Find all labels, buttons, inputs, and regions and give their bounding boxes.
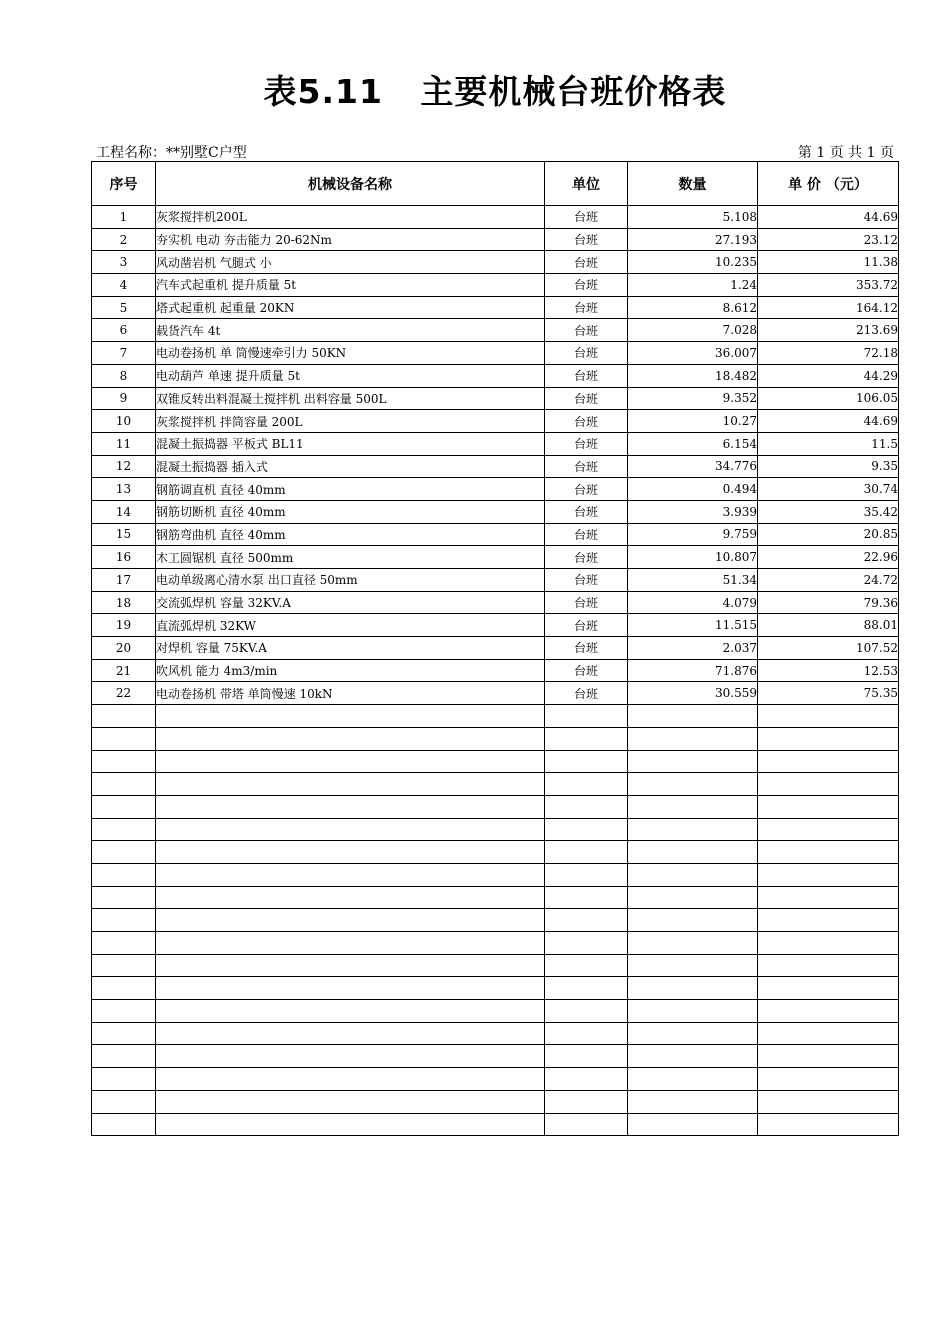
empty-cell — [628, 841, 758, 864]
table-row — [92, 296, 899, 319]
unit-cell: 台班 — [545, 432, 628, 455]
row-index-cell: 2 — [92, 228, 156, 251]
row-index-cell: 21 — [92, 659, 156, 682]
empty-cell — [92, 1113, 156, 1136]
empty-cell — [628, 1045, 758, 1068]
empty-cell — [545, 1090, 628, 1113]
row-index-cell: 8 — [92, 364, 156, 387]
quantity-cell: 10.27 — [628, 410, 758, 433]
empty-cell — [758, 705, 899, 728]
empty-cell — [758, 727, 899, 750]
empty-cell — [545, 841, 628, 864]
table-row — [92, 591, 899, 614]
unit-cell: 台班 — [545, 364, 628, 387]
empty-cell — [545, 1113, 628, 1136]
row-index-cell: 9 — [92, 387, 156, 410]
unit-price-cell: 213.69 — [758, 319, 899, 342]
empty-cell — [545, 773, 628, 796]
empty-cell — [628, 705, 758, 728]
empty-table-row — [92, 977, 899, 1000]
empty-cell — [545, 795, 628, 818]
empty-cell — [92, 795, 156, 818]
empty-cell — [92, 773, 156, 796]
quantity-cell: 2.037 — [628, 637, 758, 660]
empty-cell — [628, 1068, 758, 1091]
empty-cell — [628, 1000, 758, 1023]
table-row — [92, 523, 899, 546]
row-index-cell: 11 — [92, 432, 156, 455]
empty-cell — [156, 886, 545, 909]
empty-table-row — [92, 1000, 899, 1023]
unit-cell: 台班 — [545, 387, 628, 410]
empty-cell — [156, 977, 545, 1000]
empty-cell — [758, 841, 899, 864]
empty-table-row — [92, 1090, 899, 1113]
empty-cell — [156, 954, 545, 977]
unit-price-cell: 44.29 — [758, 364, 899, 387]
table-row — [92, 364, 899, 387]
unit-cell: 台班 — [545, 319, 628, 342]
row-index-cell: 18 — [92, 591, 156, 614]
unit-price-cell: 88.01 — [758, 614, 899, 637]
machine-name-cell: 钢筋弯曲机 直径 40mm — [156, 523, 545, 546]
empty-cell — [92, 841, 156, 864]
machine-name-cell: 风动凿岩机 气腿式 小 — [156, 251, 545, 274]
table-row — [92, 455, 899, 478]
quantity-cell: 4.079 — [628, 591, 758, 614]
empty-table-row — [92, 886, 899, 909]
table-row — [92, 206, 899, 229]
empty-cell — [628, 1113, 758, 1136]
quantity-cell: 34.776 — [628, 455, 758, 478]
unit-cell: 台班 — [545, 206, 628, 229]
empty-cell — [92, 818, 156, 841]
row-index-cell: 1 — [92, 206, 156, 229]
empty-cell — [92, 727, 156, 750]
machine-name-cell: 对焊机 容量 75KV.A — [156, 637, 545, 660]
empty-cell — [156, 1022, 545, 1045]
empty-cell — [758, 1045, 899, 1068]
machine-name-cell: 灰浆搅拌机 拌筒容量 200L — [156, 410, 545, 433]
empty-cell — [156, 841, 545, 864]
machine-name-cell: 混凝土振捣器 插入式 — [156, 455, 545, 478]
quantity-cell: 0.494 — [628, 478, 758, 501]
empty-cell — [156, 1113, 545, 1136]
unit-price-cell: 24.72 — [758, 569, 899, 592]
empty-cell — [156, 1068, 545, 1091]
empty-cell — [156, 1000, 545, 1023]
empty-cell — [758, 863, 899, 886]
machine-name-cell: 双锥反转出料混凝土搅拌机 出料容量 500L — [156, 387, 545, 410]
page-info: 第 1 页 共 1 页 — [797, 145, 894, 161]
table-row — [92, 432, 899, 455]
empty-cell — [545, 863, 628, 886]
machine-name-cell: 汽车式起重机 提升质量 5t — [156, 274, 545, 297]
unit-cell: 台班 — [545, 659, 628, 682]
empty-cell — [545, 705, 628, 728]
empty-cell — [545, 932, 628, 955]
empty-cell — [758, 773, 899, 796]
empty-cell — [628, 773, 758, 796]
unit-cell: 台班 — [545, 546, 628, 569]
row-index-cell: 17 — [92, 569, 156, 592]
empty-cell — [92, 1000, 156, 1023]
unit-cell: 台班 — [545, 500, 628, 523]
empty-cell — [156, 909, 545, 932]
empty-cell — [758, 909, 899, 932]
machine-name-cell: 吹风机 能力 4m3/min — [156, 659, 545, 682]
empty-cell — [545, 1068, 628, 1091]
empty-cell — [628, 932, 758, 955]
row-index-cell: 5 — [92, 296, 156, 319]
empty-cell — [758, 1068, 899, 1091]
unit-price-cell: 79.36 — [758, 591, 899, 614]
empty-table-row — [92, 773, 899, 796]
empty-cell — [545, 1022, 628, 1045]
empty-cell — [628, 750, 758, 773]
row-index-cell: 12 — [92, 455, 156, 478]
empty-table-row — [92, 1022, 899, 1045]
row-index-cell: 13 — [92, 478, 156, 501]
empty-cell — [628, 909, 758, 932]
machine-name-cell: 灰浆搅拌机200L — [156, 206, 545, 229]
row-index-cell: 7 — [92, 342, 156, 365]
quantity-cell: 8.612 — [628, 296, 758, 319]
page-title: 表5.11 主要机械台班价格表 — [263, 72, 727, 111]
empty-cell — [628, 795, 758, 818]
empty-cell — [758, 1090, 899, 1113]
table-row — [92, 251, 899, 274]
unit-price-cell: 164.12 — [758, 296, 899, 319]
empty-cell — [758, 1000, 899, 1023]
empty-table-row — [92, 727, 899, 750]
empty-cell — [156, 863, 545, 886]
unit-price-cell: 106.05 — [758, 387, 899, 410]
empty-cell — [758, 795, 899, 818]
quantity-cell: 6.154 — [628, 432, 758, 455]
empty-table-row — [92, 932, 899, 955]
table-row — [92, 614, 899, 637]
row-index-cell: 19 — [92, 614, 156, 637]
machine-name-cell: 电动卷扬机 带塔 单筒慢速 10kN — [156, 682, 545, 705]
machine-name-cell: 电动葫芦 单速 提升质量 5t — [156, 364, 545, 387]
unit-cell: 台班 — [545, 342, 628, 365]
empty-cell — [92, 1045, 156, 1068]
unit-cell: 台班 — [545, 682, 628, 705]
quantity-cell: 5.108 — [628, 206, 758, 229]
quantity-cell: 7.028 — [628, 319, 758, 342]
unit-cell: 台班 — [545, 228, 628, 251]
empty-cell — [758, 932, 899, 955]
empty-cell — [758, 954, 899, 977]
empty-cell — [156, 773, 545, 796]
empty-table-row — [92, 1045, 899, 1068]
unit-price-cell: 35.42 — [758, 500, 899, 523]
table-header-row — [92, 162, 899, 206]
quantity-cell: 9.759 — [628, 523, 758, 546]
empty-cell — [92, 750, 156, 773]
unit-price-cell: 23.12 — [758, 228, 899, 251]
empty-cell — [156, 932, 545, 955]
empty-cell — [92, 1090, 156, 1113]
empty-cell — [758, 1022, 899, 1045]
column-header-unit: 单位 — [545, 162, 628, 206]
empty-cell — [628, 818, 758, 841]
machine-name-cell: 电动单级离心清水泵 出口直径 50mm — [156, 569, 545, 592]
unit-cell: 台班 — [545, 296, 628, 319]
unit-cell: 台班 — [545, 455, 628, 478]
unit-price-cell: 30.74 — [758, 478, 899, 501]
machine-name-cell: 交流弧焊机 容量 32KV.A — [156, 591, 545, 614]
table-row — [92, 659, 899, 682]
quantity-cell: 11.515 — [628, 614, 758, 637]
quantity-cell: 10.807 — [628, 546, 758, 569]
machine-name-cell: 混凝土振捣器 平板式 BL11 — [156, 432, 545, 455]
machine-name-cell: 夯实机 电动 夯击能力 20-62Nm — [156, 228, 545, 251]
table-body — [92, 206, 899, 1136]
empty-table-row — [92, 841, 899, 864]
empty-cell — [156, 1090, 545, 1113]
empty-cell — [92, 705, 156, 728]
row-index-cell: 6 — [92, 319, 156, 342]
quantity-cell: 30.559 — [628, 682, 758, 705]
column-header-index: 序号 — [92, 162, 156, 206]
empty-cell — [156, 818, 545, 841]
empty-cell — [545, 818, 628, 841]
empty-cell — [545, 750, 628, 773]
quantity-cell: 51.34 — [628, 569, 758, 592]
empty-cell — [92, 909, 156, 932]
table-row — [92, 228, 899, 251]
unit-cell: 台班 — [545, 251, 628, 274]
unit-price-cell: 20.85 — [758, 523, 899, 546]
machine-name-cell: 钢筋调直机 直径 40mm — [156, 478, 545, 501]
unit-cell: 台班 — [545, 614, 628, 637]
quantity-cell: 9.352 — [628, 387, 758, 410]
column-header-name: 机械设备名称 — [156, 162, 545, 206]
row-index-cell: 10 — [92, 410, 156, 433]
empty-table-row — [92, 795, 899, 818]
empty-table-row — [92, 750, 899, 773]
table-row — [92, 637, 899, 660]
empty-cell — [545, 1000, 628, 1023]
empty-cell — [92, 1022, 156, 1045]
unit-cell: 台班 — [545, 637, 628, 660]
empty-table-row — [92, 1068, 899, 1091]
table-row — [92, 274, 899, 297]
table-row — [92, 410, 899, 433]
empty-cell — [92, 886, 156, 909]
empty-cell — [545, 954, 628, 977]
empty-cell — [156, 795, 545, 818]
table-row — [92, 387, 899, 410]
row-index-cell: 4 — [92, 274, 156, 297]
empty-cell — [545, 727, 628, 750]
unit-price-cell: 75.35 — [758, 682, 899, 705]
quantity-cell: 27.193 — [628, 228, 758, 251]
empty-cell — [628, 727, 758, 750]
machine-name-cell: 直流弧焊机 32KW — [156, 614, 545, 637]
empty-cell — [545, 1045, 628, 1068]
empty-cell — [545, 977, 628, 1000]
unit-price-cell: 72.18 — [758, 342, 899, 365]
empty-cell — [156, 727, 545, 750]
quantity-cell: 1.24 — [628, 274, 758, 297]
empty-table-row — [92, 705, 899, 728]
empty-cell — [92, 954, 156, 977]
unit-price-cell: 22.96 — [758, 546, 899, 569]
empty-table-row — [92, 863, 899, 886]
table-row — [92, 319, 899, 342]
empty-table-row — [92, 954, 899, 977]
empty-cell — [92, 932, 156, 955]
empty-cell — [758, 750, 899, 773]
empty-cell — [545, 909, 628, 932]
quantity-cell: 71.876 — [628, 659, 758, 682]
row-index-cell: 22 — [92, 682, 156, 705]
project-name: 工程名称：**别墅C户型 — [96, 145, 247, 161]
unit-cell: 台班 — [545, 591, 628, 614]
row-index-cell: 15 — [92, 523, 156, 546]
unit-price-cell: 353.72 — [758, 274, 899, 297]
unit-price-cell: 107.52 — [758, 637, 899, 660]
quantity-cell: 10.235 — [628, 251, 758, 274]
unit-cell: 台班 — [545, 523, 628, 546]
empty-cell — [92, 1068, 156, 1091]
empty-cell — [628, 954, 758, 977]
unit-cell: 台班 — [545, 569, 628, 592]
unit-cell: 台班 — [545, 274, 628, 297]
machine-name-cell: 载货汽车 4t — [156, 319, 545, 342]
unit-price-cell: 11.38 — [758, 251, 899, 274]
unit-price-cell: 11.5 — [758, 432, 899, 455]
empty-cell — [545, 886, 628, 909]
column-header-price: 单 价 （元） — [758, 162, 899, 206]
empty-cell — [758, 886, 899, 909]
empty-cell — [758, 1113, 899, 1136]
table-row — [92, 569, 899, 592]
empty-cell — [92, 863, 156, 886]
table-row — [92, 342, 899, 365]
unit-price-cell: 44.69 — [758, 206, 899, 229]
unit-price-cell: 9.35 — [758, 455, 899, 478]
empty-cell — [156, 705, 545, 728]
unit-cell: 台班 — [545, 478, 628, 501]
machine-name-cell: 塔式起重机 起重量 20KN — [156, 296, 545, 319]
quantity-cell: 3.939 — [628, 500, 758, 523]
table-row — [92, 478, 899, 501]
unit-price-cell: 44.69 — [758, 410, 899, 433]
machine-name-cell: 木工圆锯机 直径 500mm — [156, 546, 545, 569]
unit-cell: 台班 — [545, 410, 628, 433]
empty-table-row — [92, 909, 899, 932]
empty-cell — [92, 977, 156, 1000]
row-index-cell: 20 — [92, 637, 156, 660]
row-index-cell: 14 — [92, 500, 156, 523]
table-row — [92, 682, 899, 705]
row-index-cell: 3 — [92, 251, 156, 274]
quantity-cell: 36.007 — [628, 342, 758, 365]
empty-cell — [628, 1022, 758, 1045]
empty-cell — [628, 977, 758, 1000]
row-index-cell: 16 — [92, 546, 156, 569]
empty-table-row — [92, 1113, 899, 1136]
unit-price-cell: 12.53 — [758, 659, 899, 682]
column-header-quantity: 数量 — [628, 162, 758, 206]
machinery-price-table — [91, 161, 899, 1136]
machine-name-cell: 钢筋切断机 直径 40mm — [156, 500, 545, 523]
quantity-cell: 18.482 — [628, 364, 758, 387]
empty-cell — [758, 818, 899, 841]
empty-table-row — [92, 818, 899, 841]
empty-cell — [628, 863, 758, 886]
empty-cell — [628, 1090, 758, 1113]
machine-name-cell: 电动卷扬机 单 筒慢速牵引力 50KN — [156, 342, 545, 365]
table-row — [92, 546, 899, 569]
empty-cell — [758, 977, 899, 1000]
table-row — [92, 500, 899, 523]
empty-cell — [156, 750, 545, 773]
empty-cell — [156, 1045, 545, 1068]
empty-cell — [628, 886, 758, 909]
